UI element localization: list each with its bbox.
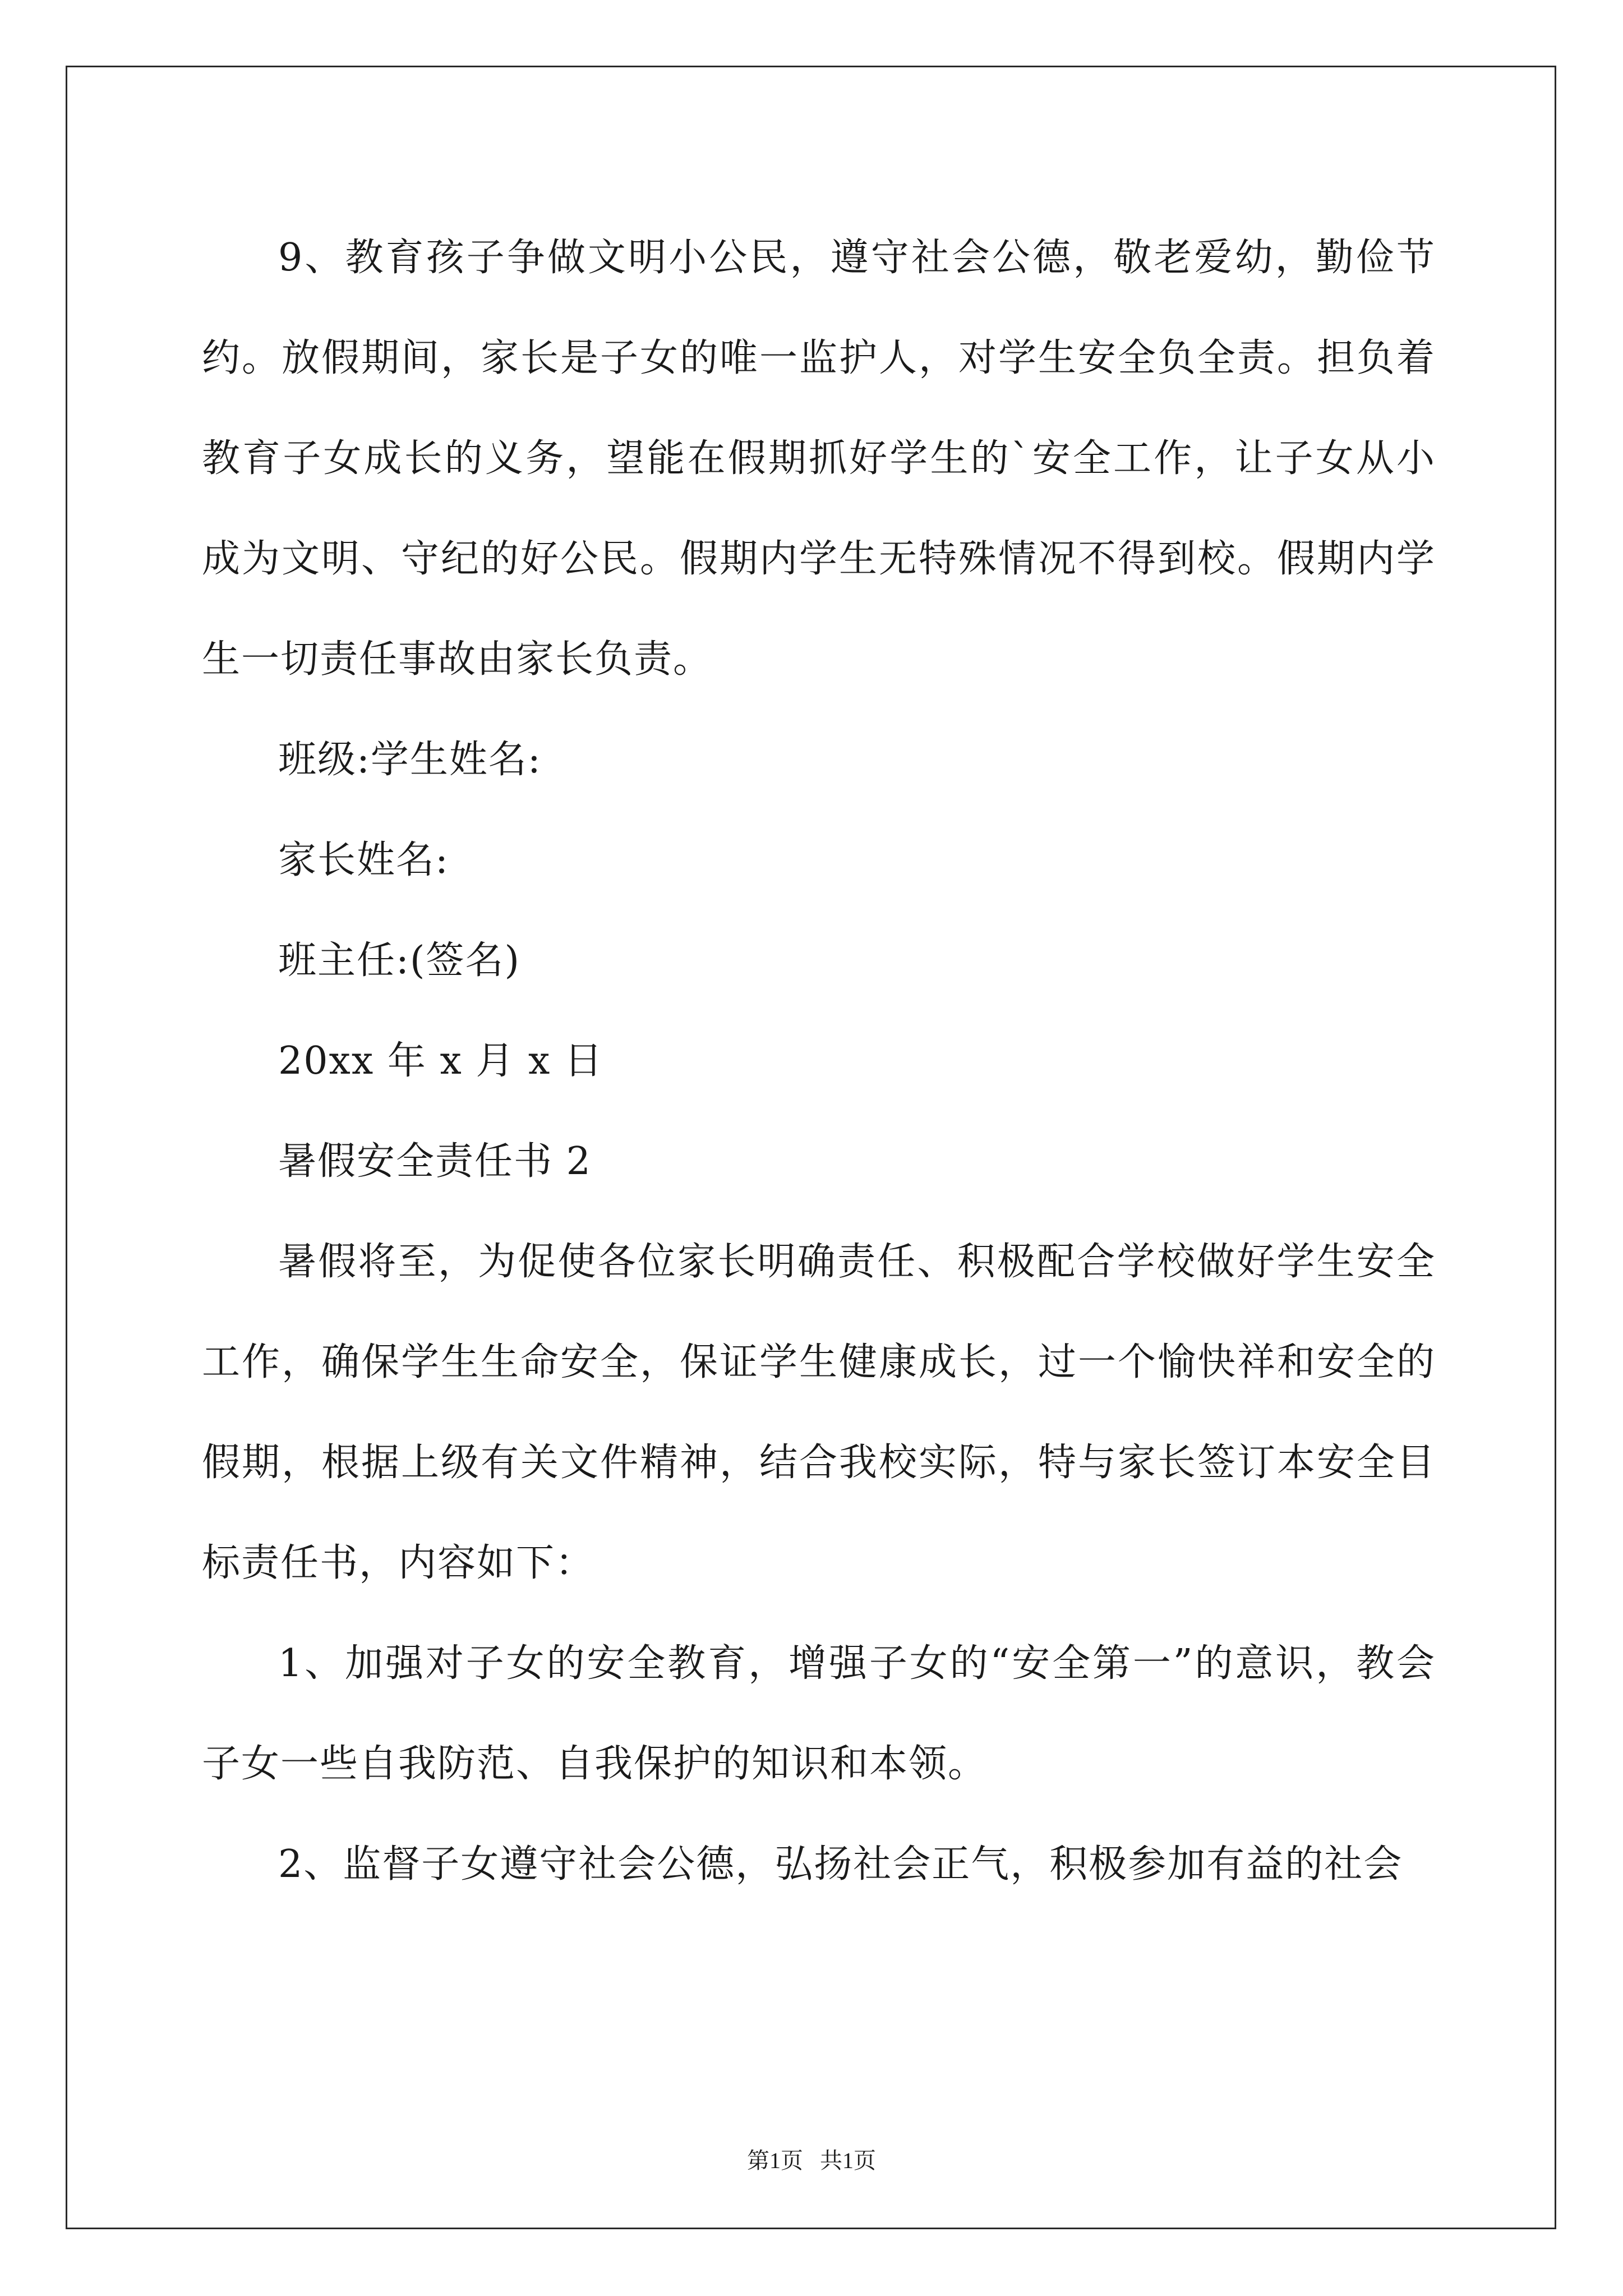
section-heading: 暑假安全责任书 2 bbox=[278, 1139, 592, 1184]
document-body bbox=[202, 208, 1436, 1915]
date-line: 20xx 年 x 月 x 日 bbox=[278, 1039, 604, 1083]
intro-paragraph: 暑假将至，为促使各位家长明确责任、积极配合学校做好学生安全工作，确保学生生命安全，保证学生健康成长，过一个愉快祥和安全的假期，根据上级有关文件精神，结合我校实际，特与家长签订本安全目标责任书，内容如下： bbox=[202, 1240, 1436, 1585]
page-footer: 第1页 共1页 bbox=[747, 2148, 876, 2173]
parent-name-line: 家长姓名: bbox=[278, 838, 449, 882]
class-student-name-line: 班级:学生姓名: bbox=[278, 738, 542, 782]
head-teacher-signature-line: 班主任:(签名) bbox=[278, 938, 520, 983]
paragraph-item-9: 9、教育孩子争做文明小公民，遵守社会公德，敬老爱幼，勤俭节约。放假期间，家长是子女的唯一监护人，对学生安全负全责。担负着教育子女成长的义务，望能在假期抓好学生的`安全工作，让子女从小成为文明、守纪的好公民。假期内学生无特殊情况不得到校。假期内学生一切责任事故由家长负责。 bbox=[202, 236, 1436, 682]
paragraph-item-2: 2、监督子女遵守社会公德，弘扬社会正气，积极参加有益的社会 bbox=[278, 1842, 1403, 1887]
paragraph-item-1: 1、加强对子女的安全教育，增强子女的“安全第一”的意识，教会子女一些自我防范、自我保护的知识和本领。 bbox=[202, 1641, 1436, 1786]
